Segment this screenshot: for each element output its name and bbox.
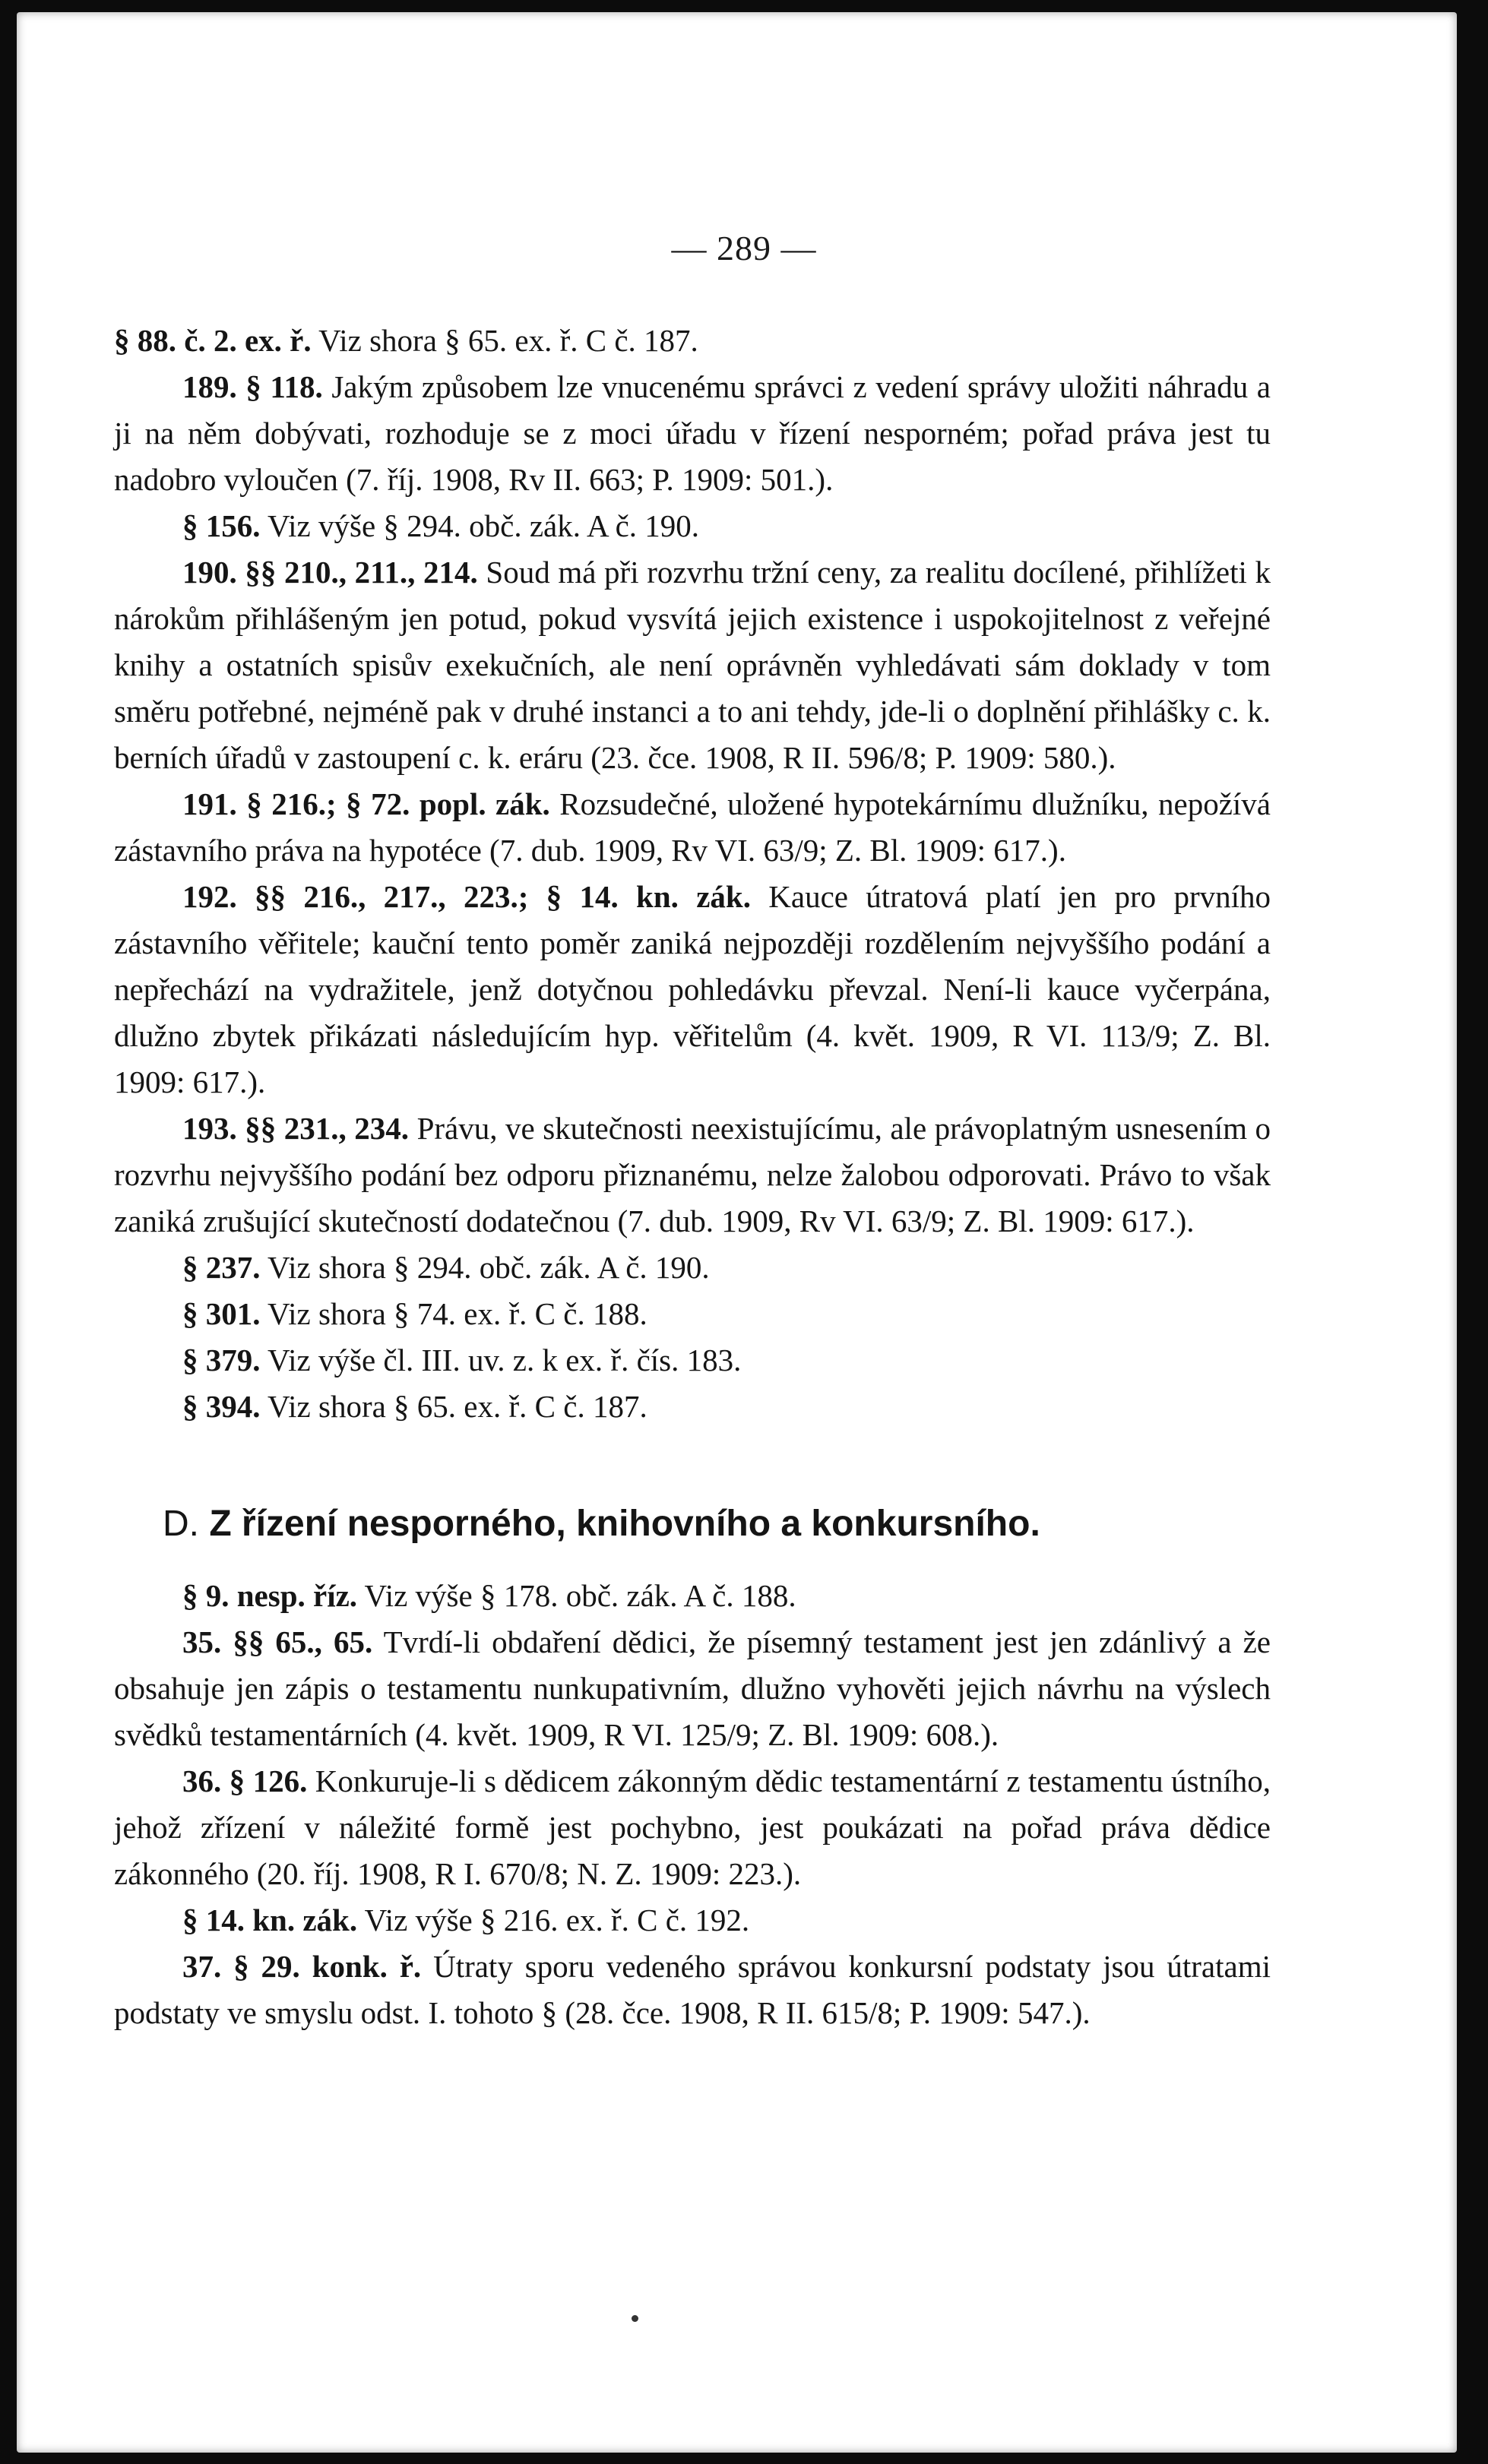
paragraph-text: Konkuruje-li s dědicem zákonným dědic testamentární z testamentu ústního, jehož zřízení v náležité formě jest pochybno, jest poukázati na pořad práva dědice zákonného (20. říj. 1908, R I. 670/8; N. Z. 1909: 223.).: [114, 1763, 1271, 1891]
paragraph: [114, 1758, 1271, 1897]
paragraph-ref: § 301.: [182, 1296, 261, 1331]
paragraph-ref: 191. § 216.; § 72. popl. zák.: [182, 786, 550, 821]
paragraph-text: Rozsudečné, uložené hypotekárnímu dlužníku, nepožívá zástavního práva na hypotéce (7. dub. 1909, Rv VI. 63/9; Z. Bl. 1909: 617.).: [114, 786, 1271, 868]
paragraph: [114, 1384, 1271, 1430]
print-speck: [632, 2315, 638, 2322]
paragraph-text: Tvrdí-li obdaření dědici, že písemný testament jest jen zdánlivý a že obsahuje jen zápis o testamentu nunkupativním, dlužno vyhověti jejich návrhu na výslech svědků testamentárních (4. květ. 1909, R VI. 125/9; Z. Bl. 1909: 608.).: [114, 1624, 1271, 1752]
paragraph-text: Viz výše § 294. obč. zák. A č. 190.: [260, 508, 700, 543]
section-heading: [163, 1501, 1271, 1547]
paragraph-ref: § 156.: [182, 508, 261, 543]
page-body: [114, 318, 1271, 2036]
paragraph: [114, 503, 1271, 549]
paragraph-ref: § 379.: [182, 1343, 261, 1377]
paragraph: [114, 1245, 1271, 1291]
paragraph-text: Soud má při rozvrhu tržní ceny, za realitu docílené, přihlížeti k nárokům přihlášeným jen potud, pokud vysvítá jejich existence i uspokojitelnost z veřejné knihy a ostatních spisův exekučních, ale není oprávněn vyhledávati sám doklady v tom směru potřebné, nejméně pak v druhé instanci a to ani tehdy, jde-li o doplnění přihlášky c. k. berních úřadů v zastoupení c. k. eráru (23. čce. 1908, R II. 596/8; P. 1909: 580.).: [114, 555, 1271, 775]
paragraph-text: Viz shora § 65. ex. ř. C č. 187.: [260, 1389, 647, 1424]
paragraph-text: Viz shora § 294. obč. zák. A č. 190.: [260, 1250, 710, 1285]
paragraph-ref: § 88. č. 2. ex. ř.: [114, 323, 312, 358]
paragraph-ref: 193. §§ 231., 234.: [182, 1111, 410, 1146]
paragraph: [114, 874, 1271, 1105]
paragraph-text: Viz výše § 216. ex. ř. C č. 192.: [357, 1903, 750, 1937]
paragraph-ref: § 394.: [182, 1389, 261, 1424]
paragraph-ref: 189. § 118.: [182, 369, 323, 404]
paragraph-ref: 37. § 29. konk. ř.: [182, 1949, 422, 1984]
section-title: Z řízení nesporného, knihovního a konkursního.: [209, 1504, 1040, 1544]
paragraph-text: Viz výše § 178. obč. zák. A č. 188.: [357, 1578, 796, 1613]
paragraph-ref: § 14. kn. zák.: [182, 1903, 358, 1937]
paragraph-ref: 192. §§ 216., 217., 223.; § 14. kn. zák.: [182, 879, 751, 914]
paragraph: [114, 549, 1271, 781]
paragraph-text: Útraty sporu vedeného správou konkursní podstaty jsou útratami podstaty ve smyslu odst. I. tohoto § (28. čce. 1908, R II. 615/8; P. 1909: 547.).: [114, 1949, 1271, 2030]
paragraph: [114, 1573, 1271, 1619]
paragraph: [114, 1897, 1271, 1944]
paragraph: [114, 364, 1271, 503]
paragraph-ref: § 237.: [182, 1250, 261, 1285]
paragraph-text: Právu, ve skutečnosti neexistujícímu, ale právoplatným usnesením o rozvrhu nejvyššího podání bez odporu přiznanému, nelze žalobou odporovati. Právo to však zaniká zrušující skutečností dodatečnou (7. dub. 1909, Rv VI. 63/9; Z. Bl. 1909: 617.).: [114, 1111, 1271, 1238]
paragraph: [114, 1105, 1271, 1245]
paragraph-text: Viz výše čl. III. uv. z. k ex. ř. čís. 183.: [260, 1343, 742, 1377]
paragraph-text: Viz shora § 74. ex. ř. C č. 188.: [260, 1296, 647, 1331]
paragraph-text: Viz shora § 65. ex. ř. C č. 187.: [311, 323, 698, 358]
paragraph-text: Jakým způsobem lze vnucenému správci z vedení správy uložiti náhradu a ji na něm dobývati, rozhoduje se z moci úřadu v řízení nesporném; pořad práva jest tu nadobro vyloučen (7. říj. 1908, Rv II. 663; P. 1909: 501.).: [114, 369, 1271, 497]
paragraph: [114, 318, 1271, 364]
section-prefix: D.: [163, 1504, 199, 1544]
page-number: — 289 —: [671, 229, 817, 267]
paragraph-ref: 190. §§ 210., 211., 214.: [182, 555, 478, 590]
paragraph: [114, 1619, 1271, 1758]
paragraph-ref: 35. §§ 65., 65.: [182, 1624, 373, 1659]
paragraph: [114, 1337, 1271, 1384]
paragraph-ref: § 9. nesp. říz.: [182, 1578, 358, 1613]
paragraph-text: Kauce útratová platí jen pro prvního zástavního věřitele; kauční tento poměr zaniká nejpozději rozdělením nejvyššího podání a nepřechází na vydražitele, jenž dotyčnou pohledávku převzal. Není-li kauce vyčerpána, dlužno zbytek přikázati následujícím hyp. věřitelům (4. květ. 1909, R VI. 113/9; Z. Bl. 1909: 617.).: [114, 879, 1271, 1099]
paragraph: [114, 1291, 1271, 1337]
paragraph: [114, 781, 1271, 874]
paragraph-ref: 36. § 126.: [182, 1763, 308, 1798]
paragraph: [114, 1944, 1271, 2036]
